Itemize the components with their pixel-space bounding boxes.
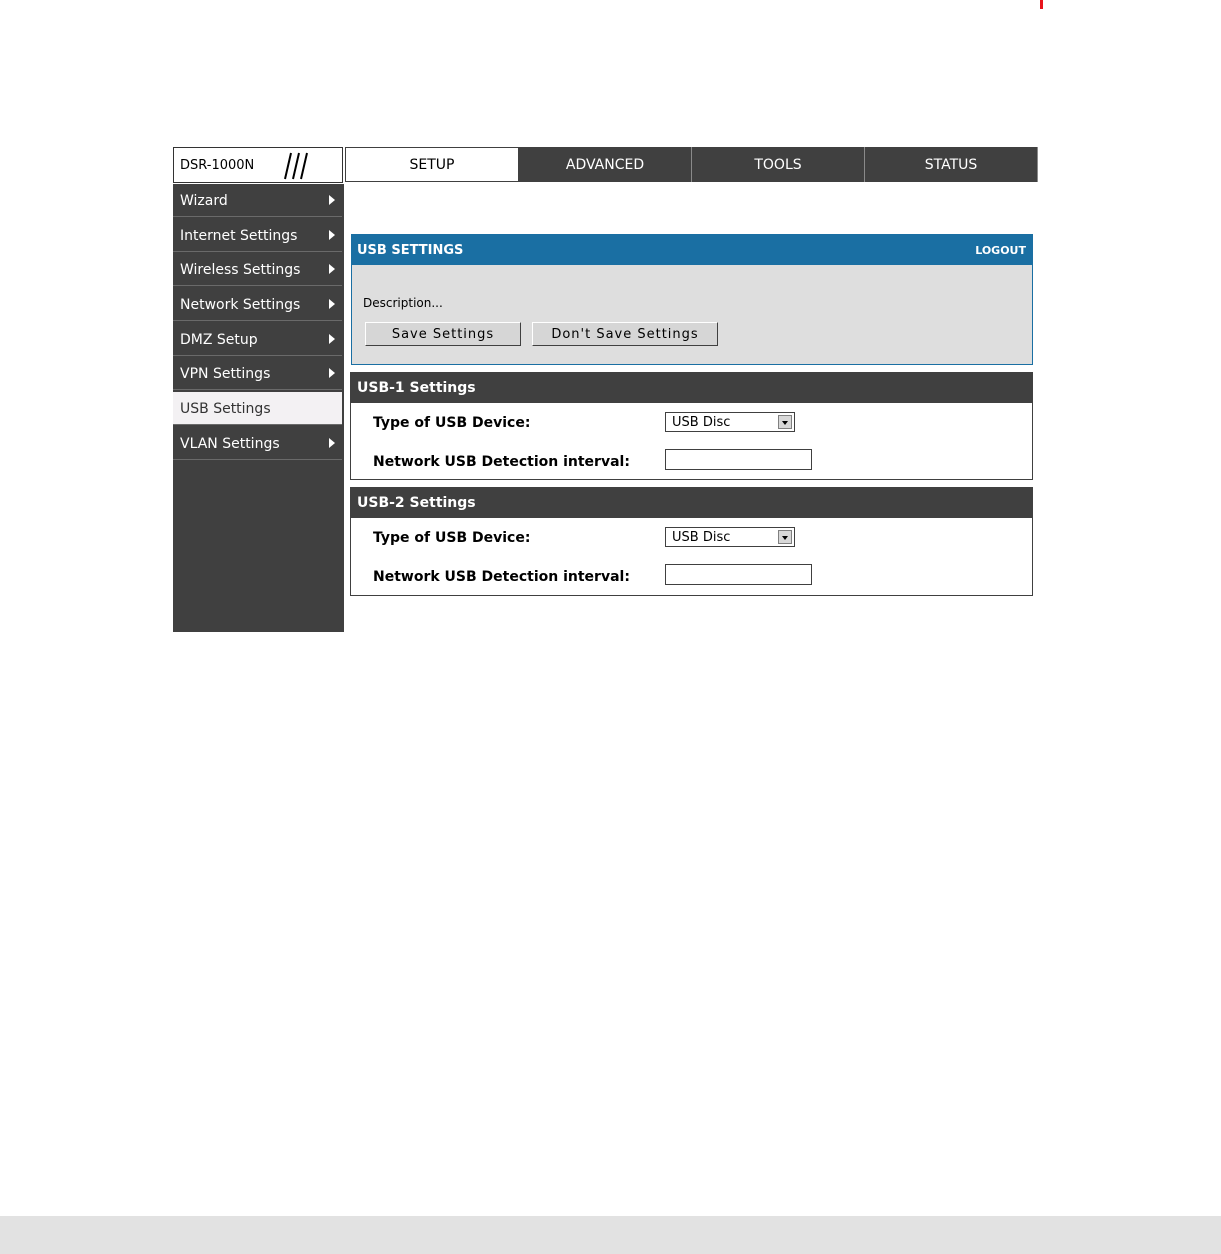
bottom-band xyxy=(0,1216,1221,1254)
tab-advanced[interactable]: ADVANCED xyxy=(519,147,692,182)
sidebar-item-usb-settings[interactable] xyxy=(173,392,342,425)
tab-setup[interactable]: SETUP xyxy=(345,147,519,182)
save-settings-button[interactable]: Save Settings xyxy=(365,322,521,346)
model-name: DSR-1000N xyxy=(180,158,255,173)
description-text: Description... xyxy=(363,296,443,310)
sidebar-item-label: DMZ Setup xyxy=(180,331,258,348)
section-title: USB-2 Settings xyxy=(357,495,476,511)
dont-save-settings-button[interactable]: Don't Save Settings xyxy=(532,322,718,346)
chevron-down-icon[interactable] xyxy=(778,415,792,429)
usb-device-type-label: Type of USB Device: xyxy=(373,530,531,546)
selected-value: USB Disc xyxy=(672,530,731,545)
sidebar-item-label: Wizard xyxy=(180,193,228,209)
usb1-settings-section xyxy=(350,372,1033,480)
sidebar-item-dmz-setup[interactable] xyxy=(173,323,342,356)
detection-interval-input[interactable] xyxy=(665,564,812,585)
detection-interval-input[interactable] xyxy=(665,449,812,470)
usb-device-type-select[interactable] xyxy=(665,527,795,547)
arrow-right-icon xyxy=(329,299,335,309)
section-header xyxy=(351,373,1032,403)
arrow-right-icon xyxy=(329,230,335,240)
sidebar-item-wireless-settings[interactable] xyxy=(173,253,342,286)
sidebar-item-label: USB Settings xyxy=(180,401,271,418)
tab-tools[interactable]: TOOLS xyxy=(692,147,865,182)
slashes-icon xyxy=(276,152,312,180)
sidebar-item-network-settings[interactable] xyxy=(173,288,342,321)
red-corner-mark xyxy=(1040,0,1043,9)
detection-interval-label: Network USB Detection interval: xyxy=(373,569,630,585)
model-logo xyxy=(173,147,343,183)
usb-device-type-label: Type of USB Device: xyxy=(373,415,531,431)
page-title: USB SETTINGS xyxy=(357,243,464,258)
sidebar xyxy=(173,184,344,632)
section-header xyxy=(351,488,1032,518)
chevron-down-icon[interactable] xyxy=(778,530,792,544)
section-title: USB-1 Settings xyxy=(357,380,476,396)
usb-settings-panel xyxy=(351,234,1033,365)
arrow-right-icon xyxy=(329,264,335,274)
sidebar-item-label: Wireless Settings xyxy=(180,262,301,279)
sidebar-item-label: Internet Settings xyxy=(180,227,298,244)
sidebar-item-vlan-settings[interactable] xyxy=(173,427,342,460)
arrow-right-icon xyxy=(329,195,335,205)
detection-interval-label: Network USB Detection interval: xyxy=(373,454,630,470)
usb2-settings-section xyxy=(350,487,1033,596)
sidebar-item-vpn-settings[interactable] xyxy=(173,357,342,390)
logout-link[interactable]: LOGOUT xyxy=(975,244,1026,257)
selected-value: USB Disc xyxy=(672,415,731,430)
arrow-right-icon xyxy=(329,438,335,448)
panel-header xyxy=(352,235,1032,265)
sidebar-item-label: VLAN Settings xyxy=(180,435,280,452)
sidebar-item-label: VPN Settings xyxy=(180,366,271,383)
arrow-right-icon xyxy=(329,368,335,378)
sidebar-item-internet-settings[interactable] xyxy=(173,219,342,252)
arrow-right-icon xyxy=(329,334,335,344)
sidebar-item-wizard[interactable] xyxy=(173,184,342,217)
tab-status[interactable]: STATUS xyxy=(865,147,1038,182)
top-nav-tabs xyxy=(345,147,1038,184)
usb-device-type-select[interactable] xyxy=(665,412,795,432)
sidebar-item-label: Network Settings xyxy=(180,297,301,314)
